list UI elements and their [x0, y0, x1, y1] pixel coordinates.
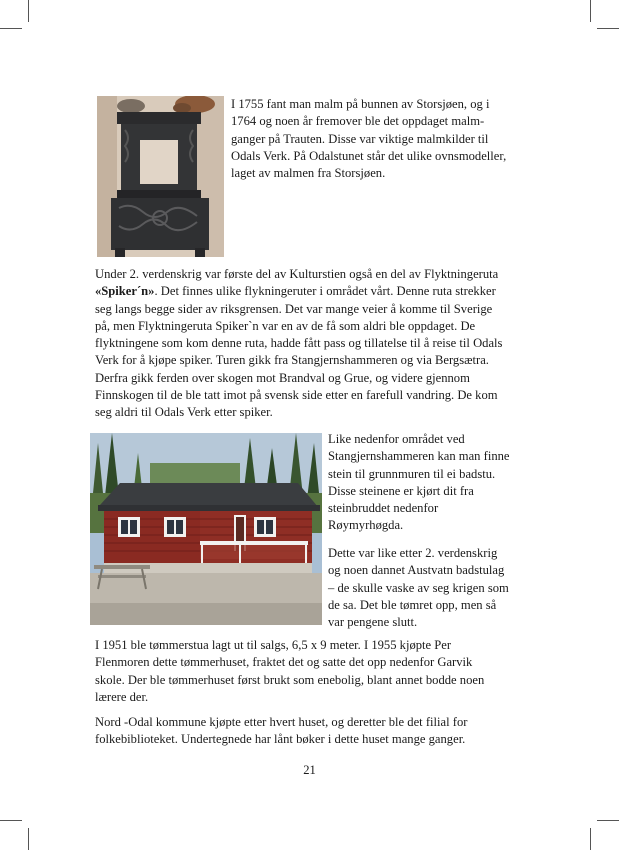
text-line: folkebiblioteket. Undertegnede har lånt bøker i dette huset mange ganger.: [95, 732, 466, 747]
paragraph-ore-history: [231, 96, 531, 182]
crop-mark-top-left-h: [0, 28, 22, 29]
text-line: I 1755 fant man malm på bunnen av Storsjøen, og i: [231, 97, 490, 111]
crop-mark-bottom-right: [590, 828, 591, 850]
text-line: Verk for å kjøpe spiker. Turen gikk fra Stangjernshammeren og via Bergsætra.: [95, 353, 489, 368]
text-line: Nord -Odal kommune kjøpte etter hvert huset, og deretter ble det filial for: [95, 715, 468, 729]
crop-mark-bottom-left-h: [0, 820, 22, 821]
paragraph-sauna-club: [328, 545, 533, 631]
red-log-cabin-icon: [90, 433, 322, 625]
text-line: Flenmoren dette tømmerhuset, fraktet det og satte det opp nedenfor Garvik: [95, 655, 473, 670]
text-line: Finnskogen til de ble tatt imot på svensk side etter en farefull vandring. De kom: [95, 388, 498, 403]
text-line: Stangjernshammeren kan man finne: [328, 449, 510, 464]
text-line: I 1951 ble tømmerstua lagt ut til salgs, 6,5 x 9 meter. I 1955 kjøpte Per: [95, 638, 452, 652]
text-line: seg langs begge sider av riksgrensen. Det var mange veier å komme til Sverige: [95, 301, 493, 316]
text-line: Dette var like etter 2. verdenskrig: [328, 546, 498, 560]
text-line: laget av malmen fra Storsjøen.: [231, 166, 386, 181]
text-line: Derfra gikk ferden over skogen mot Brandval og Grue, og videre gjennom: [95, 370, 470, 385]
text-line: de sa. Det ble tømret opp, men så: [328, 597, 497, 612]
text-line: skole. Der ble tømmerhuset først brukt som enebolig, blant annet bodde noen: [95, 672, 485, 687]
text-line: [95, 283, 535, 300]
paragraph-library: [95, 714, 535, 749]
cabin-photo: [90, 433, 322, 625]
cast-iron-stove-icon: [97, 96, 224, 257]
paragraph-log-house-sale: [95, 637, 535, 706]
crop-mark-bottom-right-h: [597, 820, 619, 821]
paragraph-sauna-stones: [328, 431, 533, 541]
stove-photo: [97, 96, 224, 257]
text-fragment: . Det finnes ulike flykningeruter i området vårt. Denne ruta strekker: [154, 284, 496, 299]
paragraph-refugee-route: [95, 266, 535, 422]
text-line: Røymyrhøgda.: [328, 518, 404, 533]
text-line: stein til grunnmuren til ei badstu.: [328, 466, 496, 481]
text-line: Disse steinene er kjørt dit fra: [328, 483, 474, 498]
crop-mark-top-right: [590, 0, 591, 22]
text-line: 1764 og noen år fremover ble det oppdaget malm-: [231, 114, 485, 129]
text-line: var pengene slutt.: [328, 615, 418, 630]
crop-mark-top-right-h: [597, 28, 619, 29]
text-line: Odals Verk. På Odalstunet står det ulike ovnsmodeller,: [231, 148, 507, 163]
text-line: seg aldri til Odals Verk etter spiker.: [95, 405, 273, 420]
text-line: steinbruddet nedenfor: [328, 501, 439, 516]
text-line: og noen dannet Austvatn badstulag: [328, 563, 505, 578]
text-line: på, men Flyktningeruta Spiker`n var en av de få som aldri ble oppdaget. De: [95, 318, 476, 333]
text-line: lærere der.: [95, 689, 149, 704]
text-line: Under 2. verdenskrig var første del av Kulturstien også en del av Flyktningeruta: [95, 267, 499, 281]
text-line: – de skulle vaske av seg krigen som: [328, 580, 509, 595]
route-name-bold: «Spiker´n»: [95, 284, 155, 299]
text-line: ganger på Trauten. Disse var viktige malmkilder til: [231, 131, 489, 146]
page-number: 21: [303, 763, 316, 777]
text-line: Like nedenfor området ved: [328, 432, 465, 446]
text-line: flyktningene som kom denne ruta, hadde fått pass og tillatelse til å reise til Odals: [95, 336, 503, 351]
crop-mark-top-left: [28, 0, 29, 22]
crop-mark-bottom-left: [28, 828, 29, 850]
